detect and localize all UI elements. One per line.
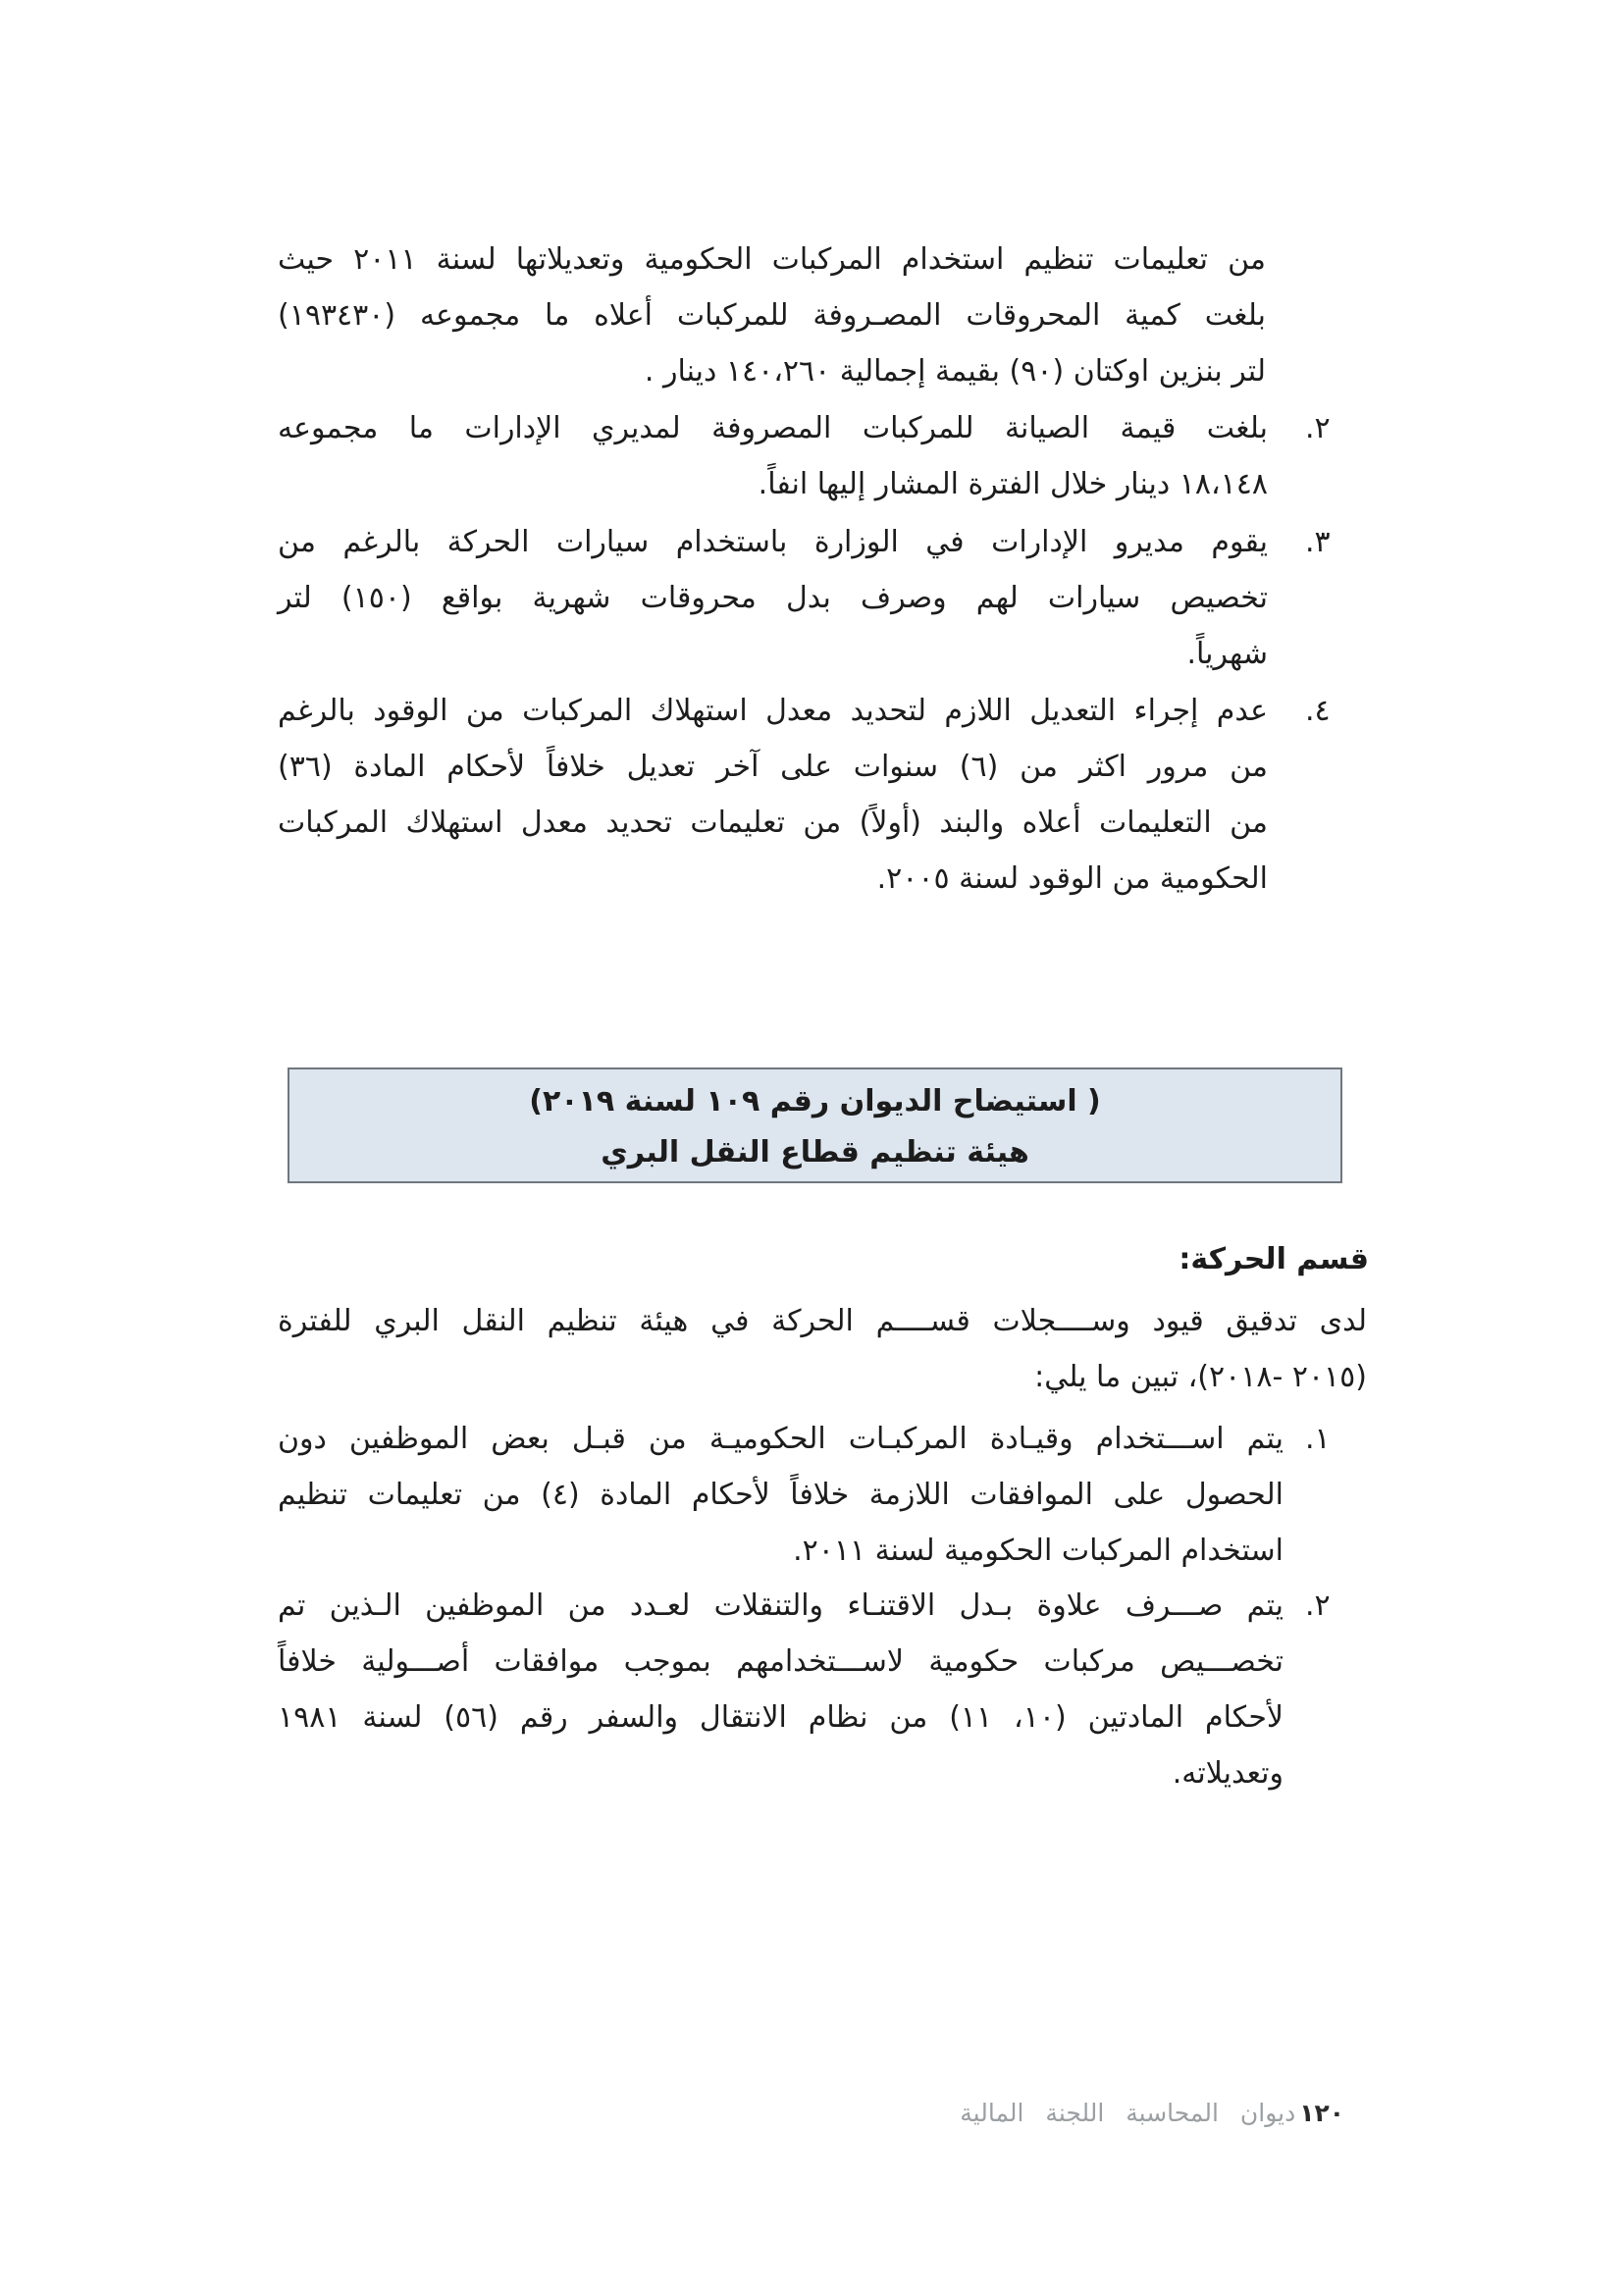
text-line: لدى تدقيق قيود وســــجلات قســــم الحركة في هيئة تنظيم النقل البري للفترة	[278, 1304, 1367, 1338]
footer-label: ديوان المحاسبة اللجنة المالية	[960, 2099, 1296, 2127]
text-line: شهرياً.	[1186, 637, 1268, 671]
text-line: ١٨،١٤٨ دينار خلال الفترة المشار إليها انفاً.	[758, 467, 1268, 501]
text-line: تخصـــيص مركبات حكومية لاســـتخدامهم بموجب موافقات أصـــولية خلافاً	[278, 1644, 1283, 1679]
section-heading: قسم الحركة:	[1179, 1242, 1369, 1276]
text-line: عدم إجراء التعديل اللازم لتحديد معدل استهلاك المركبات من الوقود بالرغم	[278, 694, 1268, 728]
list-item-2	[278, 400, 1374, 512]
text-line: الحكومية من الوقود لسنة ٢٠٠٥.	[876, 861, 1268, 896]
item-number: ٢.	[1305, 411, 1331, 445]
text-line: بلغت قيمة الصيانة للمركبات المصروفة لمديري الإدارات ما مجموعه	[278, 411, 1268, 445]
notice-box-title-line1: ( استيضاح الديوان رقم ١٠٩ لسنة ٢٠١٩)	[529, 1084, 1101, 1119]
item-number: ٢.	[1305, 1588, 1331, 1623]
text-line: يقوم مديرو الإدارات في الوزارة باستخدام سيارات الحركة بالرغم من	[278, 525, 1268, 559]
notice-box	[288, 1067, 1342, 1183]
text-line: لتر بنزين اوكتان (٩٠) بقيمة إجمالية ١٤٠،٢٦٠ دينار .	[644, 354, 1266, 389]
notice-box-title-line2: هيئة تنظيم قطاع النقل البري	[601, 1135, 1029, 1170]
section-list-item-2	[278, 1578, 1374, 1801]
intro-paragraph	[278, 232, 1266, 399]
text-line: من مرور اكثر من (٦) سنوات على آخر تعديل خلافاً لأحكام المادة (٣٦)	[278, 750, 1268, 784]
page-number: ١٢٠	[1299, 2099, 1344, 2127]
text-line: من التعليمات أعلاه والبند (أولاً) من تعليمات تحديد معدل استهلاك المركبات	[278, 806, 1268, 840]
text-line: يتم صـــرف علاوة بـدل الاقتنـاء والتنقلات لعـدد من الموظفين الـذين تم	[278, 1588, 1283, 1623]
page-footer	[960, 2096, 1344, 2131]
text-line: (٢٠١٥ -٢٠١٨)، تبين ما يلي:	[1034, 1360, 1367, 1394]
text-line: استخدام المركبات الحكومية لسنة ٢٠١١.	[793, 1534, 1283, 1568]
list-item-3	[278, 514, 1374, 682]
item-number: ٤.	[1305, 694, 1331, 728]
text-line: وتعديلاته.	[1172, 1756, 1283, 1791]
item-number: ٣.	[1305, 525, 1331, 559]
item-number: ١.	[1305, 1422, 1331, 1456]
section-intro-paragraph	[278, 1293, 1367, 1405]
text-line: من تعليمات تنظيم استخدام المركبات الحكومية وتعديلاتها لسنة ٢٠١١ حيث	[278, 242, 1266, 277]
list-item-4	[278, 683, 1374, 907]
section-list-item-1	[278, 1411, 1374, 1579]
text-line: الحصول على الموافقات اللازمة خلافاً لأحكام المادة (٤) من تعليمات تنظيم	[278, 1478, 1283, 1512]
text-line: لأحكام المادتين (١٠، ١١) من نظام الانتقال والسفر رقم (٥٦) لسنة ١٩٨١	[278, 1700, 1283, 1735]
text-line: تخصيص سيارات لهم وصرف بدل محروقات شهرية بواقع (١٥٠) لتر	[278, 581, 1268, 615]
text-line: بلغت كمية المحروقات المصـروفة للمركبات أعلاه ما مجموعه (١٩٣٤٣٠)	[278, 298, 1266, 333]
text-line: يتم اســـتخدام وقيـادة المركبـات الحكوميـة من قبـل بعض الموظفين دون	[278, 1422, 1283, 1456]
